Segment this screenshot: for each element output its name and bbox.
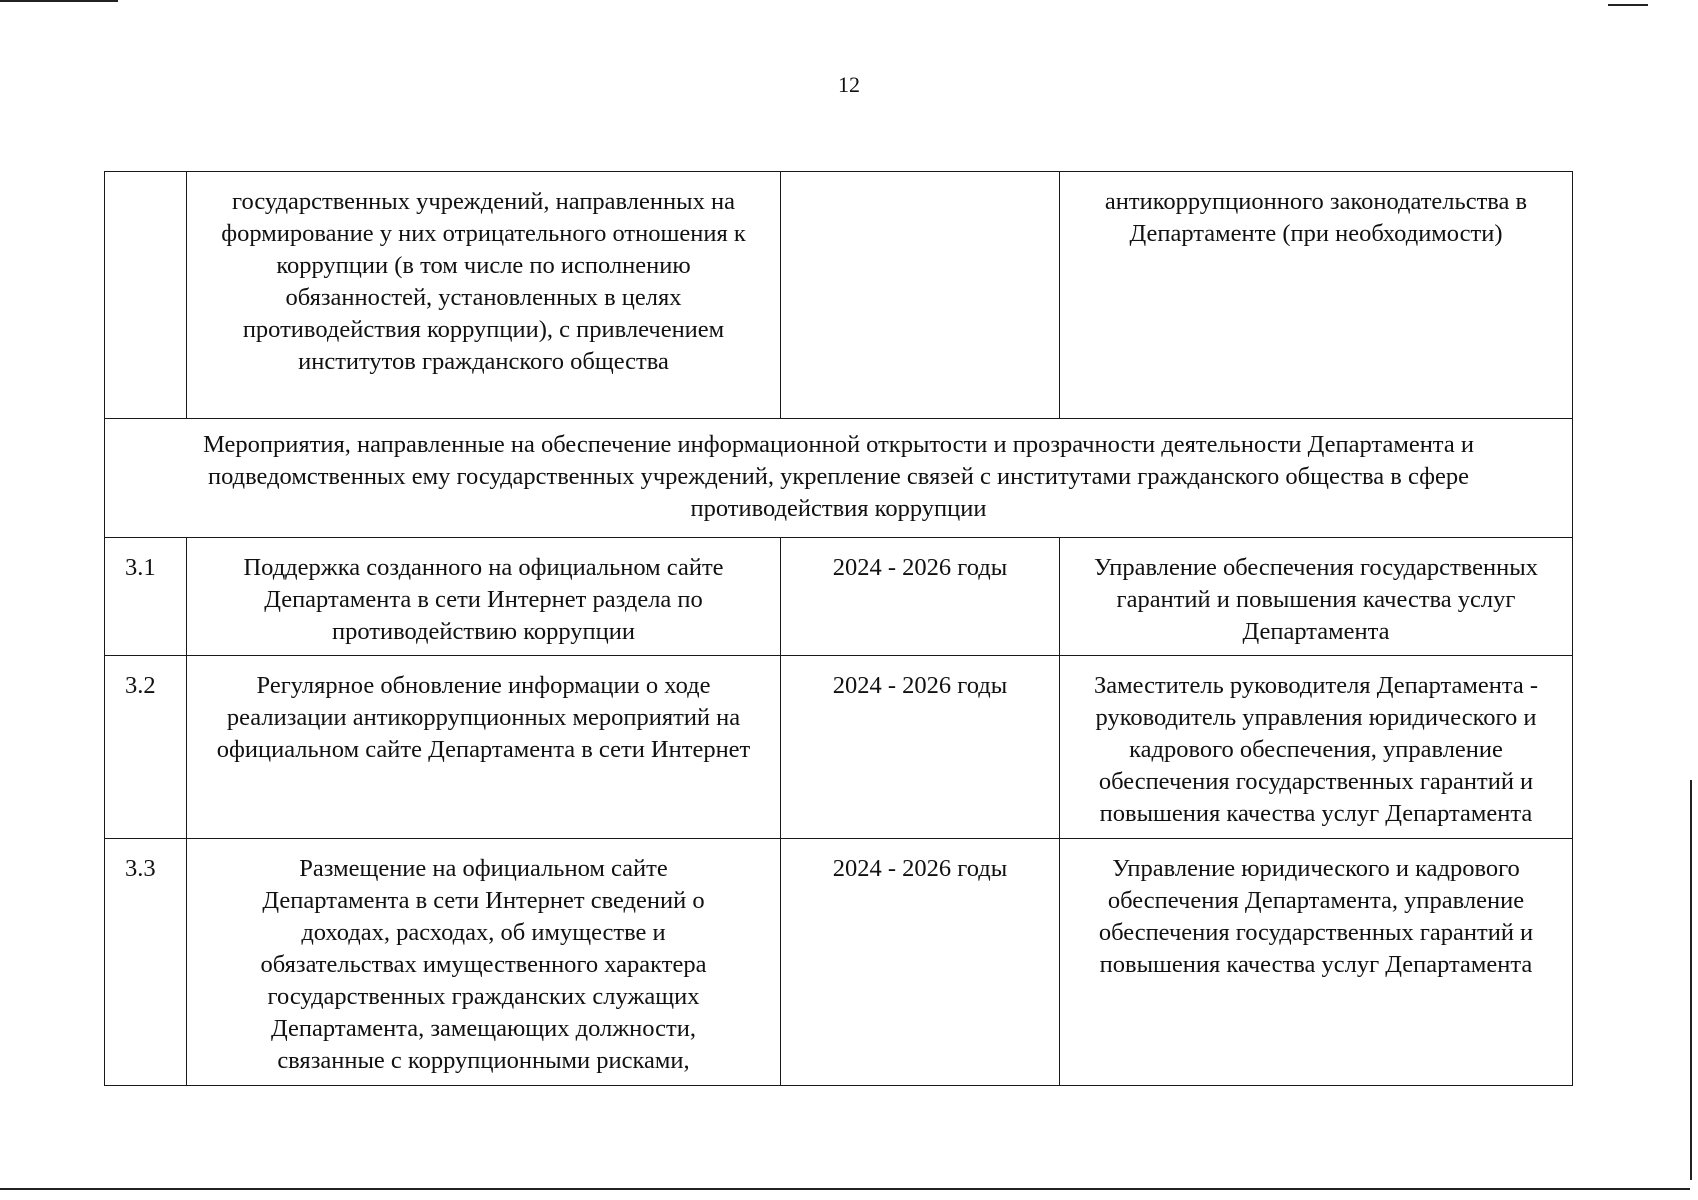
period-cell: 2024 - 2026 годы xyxy=(781,538,1060,656)
section-heading: Мероприятия, направленные на обеспечение информационной открытости и прозрачности деятельности Департамента и подведомственных ему государственных учреждений, укрепление связей с институтами гражданского общества в сфере противодействия коррупции xyxy=(105,419,1573,538)
measure-cell xyxy=(187,172,781,419)
row-number-cell: 3.2 xyxy=(105,656,187,839)
row-number-cell: 3.1 xyxy=(105,538,187,656)
scan-edge-right xyxy=(1690,780,1692,1180)
measure-cell xyxy=(187,538,781,656)
measure-text: Размещение на официальном сайте Департамента в сети Интернет сведений о доходах, расходах, об имуществе и обязательствах имущественного характера государственных гражданских служащих Департамента, замещающих должности, связанные с коррупционными рисками, xyxy=(260,855,707,1074)
responsible-cell: Заместитель руководителя Департамента - руководитель управления юридического и кадрового обеспечения, управление обеспечения государственных гарантий и повышения качества услуг Департамента xyxy=(1060,656,1573,839)
scan-edge-top-right xyxy=(1608,4,1648,6)
responsible-text: антикоррупционного законодательства в Департаменте (при необходимости) xyxy=(1104,188,1528,247)
measure-cell xyxy=(187,839,781,1086)
period-cell xyxy=(781,172,1060,419)
row-number-cell xyxy=(105,172,187,419)
period-cell: 2024 - 2026 годы xyxy=(781,656,1060,839)
responsible-cell: Управление юридического и кадрового обеспечения Департамента, управление обеспечения государственных гарантий и повышения качества услуг Департамента xyxy=(1060,839,1573,1086)
measure-text: Поддержка созданного на официальном сайте Департамента в сети Интернет раздела по противодействию коррупции xyxy=(243,554,724,645)
table-row xyxy=(105,839,1573,1086)
anticorruption-plan-table xyxy=(104,171,1573,1086)
period-cell: 2024 - 2026 годы xyxy=(781,839,1060,1086)
responsible-cell xyxy=(1060,172,1573,419)
table-row xyxy=(105,656,1573,839)
table-row xyxy=(105,538,1573,656)
table-row-continuation xyxy=(105,172,1573,419)
responsible-cell: Управление обеспечения государственных гарантий и повышения качества услуг Департамента xyxy=(1060,538,1573,656)
measure-text: государственных учреждений, направленных на формирование у них отрицательного отношения к коррупции (в том числе по исполнению обязанностей, установленных в целях противодействия коррупции), с привлечением институтов гражданского общества xyxy=(221,188,746,375)
section-heading-row xyxy=(105,419,1573,538)
row-number-cell: 3.3 xyxy=(105,839,187,1086)
scan-edge-top-left xyxy=(0,0,118,2)
scan-edge-bottom xyxy=(0,1188,1690,1190)
measure-cell: Регулярное обновление информации о ходе реализации антикоррупционных мероприятий на официальном сайте Департамента в сети Интернет xyxy=(187,656,781,839)
page-number: 12 xyxy=(838,72,860,97)
